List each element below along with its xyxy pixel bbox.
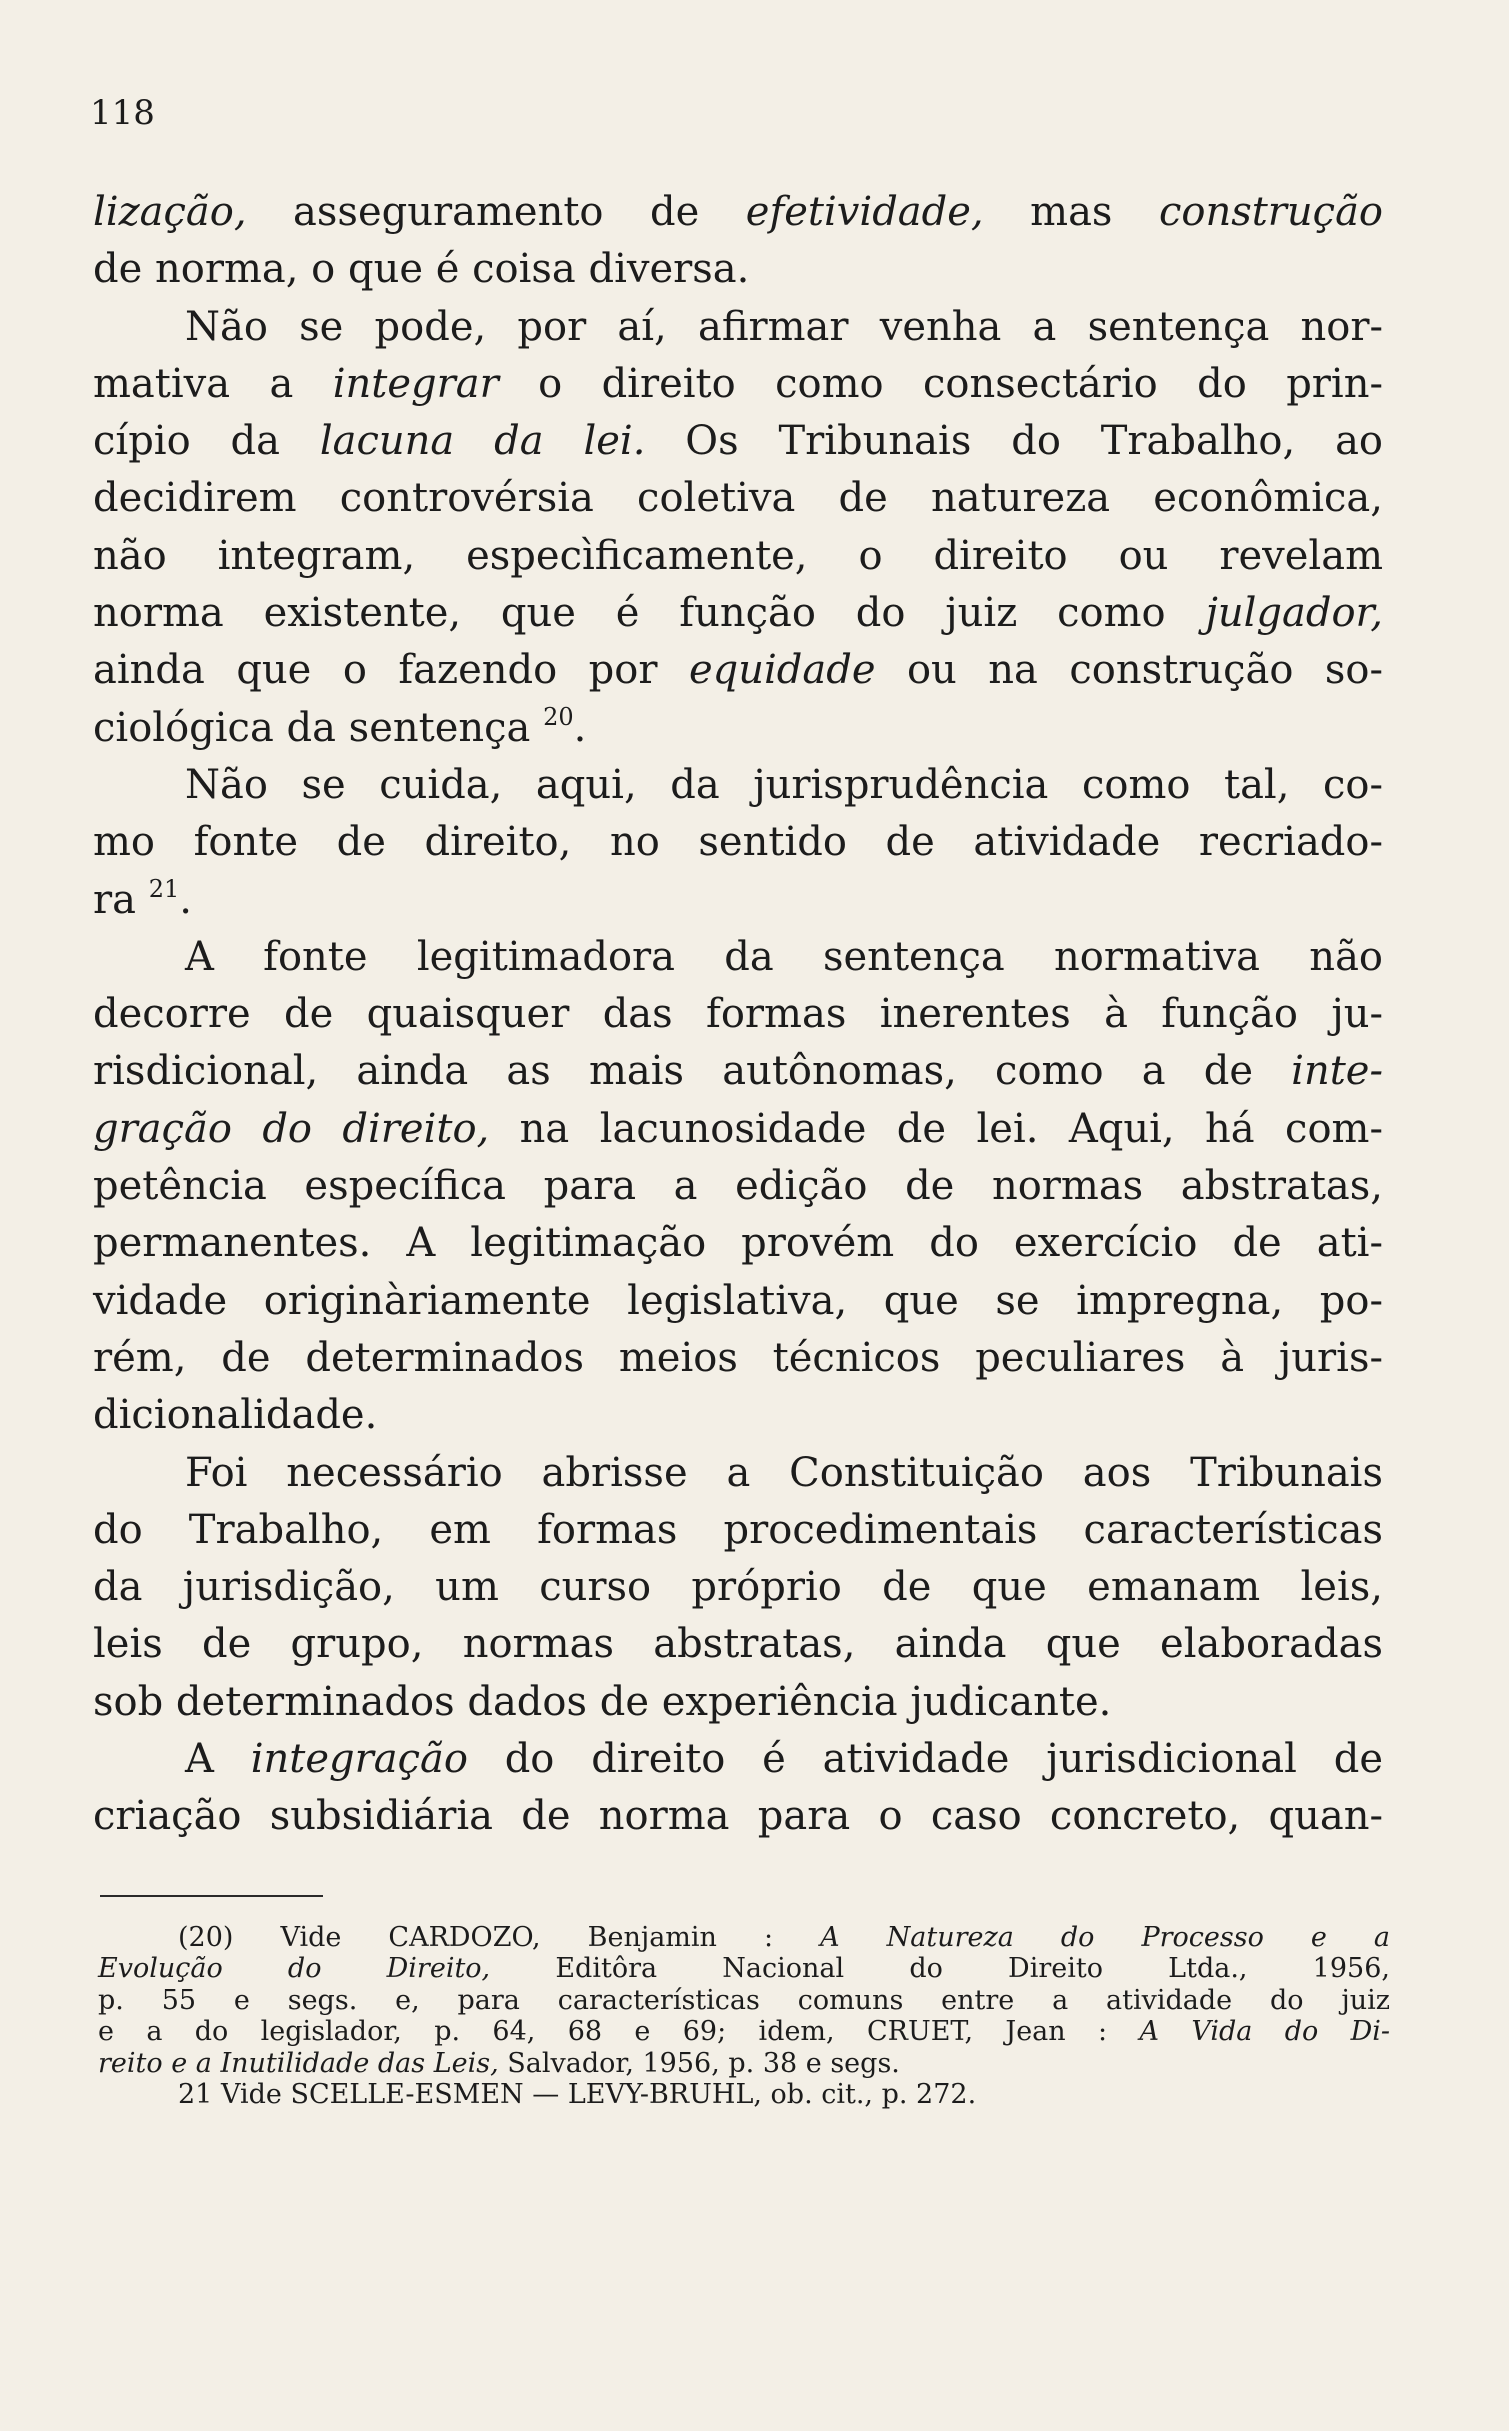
text-run: (20) Vide CARDOZO, Benjamin : <box>178 1922 821 1953</box>
body-line <box>93 1215 1383 1272</box>
text-run: do direito é atividade jurisdicional de <box>467 1736 1383 1783</box>
body-line <box>93 1788 1383 1845</box>
text-run: mas <box>983 189 1159 235</box>
text-run: decorre de quaisquer das formas inerentes à função ju- <box>93 991 1383 1038</box>
text-run: rém, de determinados meios técnicos peculiares à juris- <box>93 1334 1383 1381</box>
body-line <box>93 1502 1383 1559</box>
italic-text: A Vida do Di- <box>1139 2016 1390 2048</box>
text-run: o direito como consectário do prin- <box>498 360 1383 407</box>
body-line <box>93 1158 1383 1215</box>
text-run: e a do legislador, p. 64, 68 e 69; idem, CRUET, Jean : <box>98 2016 1140 2048</box>
body-line <box>93 1731 1383 1788</box>
italic-text: gração do direito, <box>93 1105 490 1152</box>
italic-text: integrar <box>332 360 499 407</box>
text-run: p. 55 e segs. e, para características comuns entre a atividade do juiz <box>98 1984 1390 2016</box>
text-run: ciológica da sentença <box>93 704 544 751</box>
body-line <box>93 986 1383 1043</box>
text-run: . <box>573 704 587 751</box>
italic-text: lização, <box>93 189 247 235</box>
body-line <box>93 700 1383 757</box>
text-run: ainda que o fazendo por <box>93 647 689 694</box>
text-run: permanentes. A legitimação provém do exercício de ati- <box>93 1220 1383 1267</box>
text-run: A <box>185 1736 251 1783</box>
body-line <box>93 528 1383 585</box>
text-run: vidade originàriamente legislativa, que se impregna, po- <box>93 1277 1383 1324</box>
text-run: ou na construção so- <box>875 647 1384 694</box>
body-line <box>93 241 1383 298</box>
body-line <box>93 184 1383 241</box>
text-run: Os Tribunais do Trabalho, ao <box>645 418 1383 465</box>
text-run: petência específica para a edição de normas abstratas, <box>93 1163 1383 1210</box>
body-line <box>93 1616 1383 1673</box>
body-line <box>93 1273 1383 1330</box>
text-run: Não se pode, por aí, afirmar venha a sentença nor- <box>185 303 1383 350</box>
footnote-line <box>98 1922 1390 1953</box>
footnote-reference: 20 <box>543 702 574 731</box>
text-run: Editôra Nacional do Direito Ltda., 1956, <box>490 1953 1390 1985</box>
body-line <box>93 814 1383 871</box>
page-number: 118 <box>90 93 155 133</box>
italic-text: Evolução do Direito, <box>98 1953 491 1985</box>
text-run: criação subsidiária de norma para o caso concreto, quan- <box>93 1793 1383 1840</box>
footnote-line <box>98 2079 1390 2110</box>
text-run: Salvador, 1956, p. 38 e segs. <box>498 2047 900 2079</box>
italic-text: equidade <box>688 647 876 694</box>
text-run: da jurisdição, um curso próprio de que emanam leis, <box>93 1564 1383 1611</box>
italic-text: lacuna da lei. <box>319 418 646 465</box>
text-run: risdicional, ainda as mais autônomas, como a de <box>93 1048 1292 1095</box>
italic-text: A Natureza do Processo e a <box>820 1922 1391 1953</box>
text-run: ra <box>93 876 149 923</box>
italic-text: construção <box>1158 189 1384 235</box>
footnote-line <box>98 1985 1390 2016</box>
body-line <box>93 356 1383 413</box>
text-run: leis de grupo, normas abstratas, ainda que elaboradas <box>93 1621 1383 1668</box>
text-run: Não se cuida, aqui, da jurisprudência como tal, co- <box>185 761 1383 808</box>
text-run: dicionalidade. <box>93 1392 378 1439</box>
body-line <box>93 299 1383 356</box>
text-run: asseguramento de <box>246 189 746 235</box>
italic-text: inte- <box>1291 1048 1383 1095</box>
italic-text: julgador, <box>1205 590 1383 637</box>
body-line <box>93 585 1383 642</box>
text-run: sob determinados dados de experiência judicante. <box>93 1678 1112 1725</box>
text-run: norma existente, que é função do juiz como <box>93 590 1206 637</box>
text-run: cípio da <box>93 418 320 465</box>
body-line <box>93 1445 1383 1502</box>
body-line <box>93 1043 1383 1100</box>
italic-text: reito e a Inutilidade das Leis, <box>98 2047 499 2079</box>
footnote-line <box>98 2016 1390 2047</box>
footnote-line <box>98 2048 1390 2079</box>
text-run: na lacunosidade de lei. Aqui, há com- <box>489 1105 1383 1152</box>
body-text <box>93 184 1383 1846</box>
text-run: 21 Vide SCELLE-ESMEN — LEVY-BRUHL, ob. cit., p. 272. <box>178 2078 977 2110</box>
text-run: decidirem controvérsia coletiva de natureza econômica, <box>93 475 1383 522</box>
body-line <box>93 757 1383 814</box>
body-line <box>93 1674 1383 1731</box>
body-line <box>93 1101 1383 1158</box>
body-line <box>93 929 1383 986</box>
text-run: A fonte legitimadora da sentença normativa não <box>185 933 1383 980</box>
footnotes <box>98 1922 1390 2110</box>
text-run: mativa a <box>93 360 333 407</box>
footnote-separator <box>100 1895 323 1897</box>
body-line <box>93 872 1383 929</box>
text-run: do Trabalho, em formas procedimentais características <box>93 1506 1383 1553</box>
body-line <box>93 413 1383 470</box>
body-line <box>93 1330 1383 1387</box>
body-line <box>93 1559 1383 1616</box>
body-line <box>93 470 1383 527</box>
text-run: não integram, especìficamente, o direito ou revelam <box>93 532 1383 579</box>
text-run: mo fonte de direito, no sentido de atividade recriado- <box>93 819 1383 866</box>
italic-text: efetividade, <box>745 189 984 235</box>
footnote-reference: 21 <box>148 874 180 903</box>
text-run: Foi necessário abrisse a Constituição aos Tribunais <box>185 1449 1383 1496</box>
footnote-line <box>98 1953 1390 1984</box>
body-line <box>93 1387 1383 1444</box>
text-run: de norma, o que é coisa diversa. <box>93 246 750 293</box>
italic-text: integração <box>250 1736 468 1783</box>
body-line <box>93 642 1383 699</box>
text-run: . <box>179 876 192 923</box>
